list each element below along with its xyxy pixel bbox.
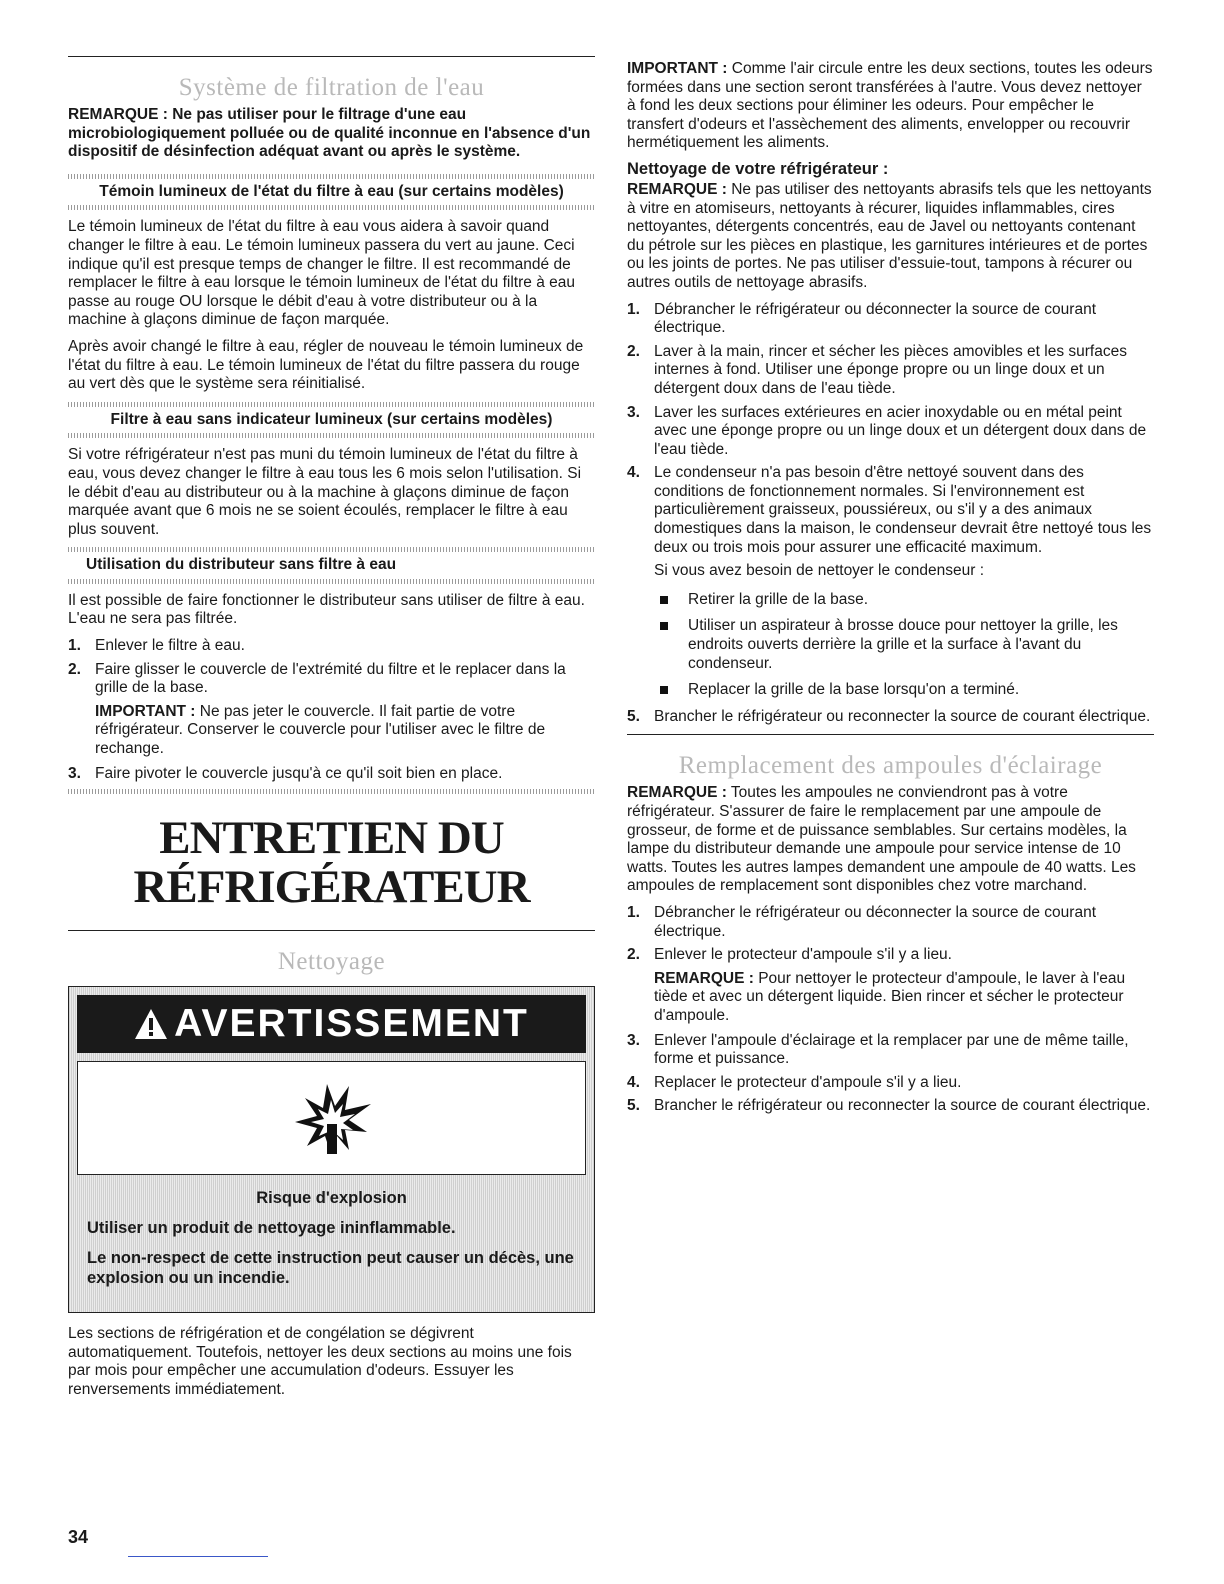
step-number: 2. [68, 660, 81, 678]
bullet-icon [660, 596, 668, 604]
dotted-rule [68, 547, 595, 552]
list-item [627, 301, 1154, 338]
list-item [627, 708, 1154, 727]
step-number: 3. [627, 1031, 640, 1049]
step-number: 1. [68, 637, 81, 655]
warning-box [68, 986, 595, 1313]
care-title [68, 814, 595, 912]
cleaning-heading: Nettoyage de votre réfrigérateur : [627, 159, 889, 178]
step-number: 4. [627, 464, 640, 482]
cleaning-title: Nettoyage [277, 948, 386, 976]
explosion-icon-area [77, 1061, 586, 1175]
list-item [627, 1097, 1154, 1116]
section-rule [627, 734, 1154, 735]
step-number: 1. [627, 300, 640, 318]
bullet-item [654, 591, 1154, 610]
bullet-icon [660, 622, 668, 630]
warning-line-1: Utiliser un produit de nettoyage ininflammable. [87, 1219, 456, 1238]
important-text: Ne pas jeter le couvercle. Il fait partie de votre réfrigérateur. Conserver le couvercle pour l'utiliser avec le filtre de rechange. [95, 702, 546, 758]
bulbs-note [627, 784, 1154, 896]
dotted-rule [68, 402, 595, 407]
step-number: 3. [627, 403, 640, 421]
footer-line [128, 1556, 268, 1557]
step-text: Laver à la main, rincer et sécher les pièces amovibles et les surfaces internes à fond. Utiliser une éponge propre ou un linge doux et un détergent doux dans de l'eau tiède. [654, 342, 1127, 397]
step-number: 2. [627, 946, 640, 964]
warning-line-2: Le non-respect de cette instruction peut causer un décès, une explosion ou un incendie. [87, 1249, 574, 1288]
note-label: REMARQUE : [654, 969, 754, 987]
step-number: 3. [68, 764, 81, 782]
cleaning-paragraph: Les sections de réfrigération et de congélation se dégivrent automatiquement. Toutefois, nettoyer les deux sections au moins une fois par mois pour empêcher une accumulation d'odeurs. Essuyer les renversements immédiatement. [68, 1325, 572, 1398]
bullet-item [654, 681, 1154, 700]
warning-header [77, 995, 586, 1053]
explosion-icon [287, 1076, 377, 1160]
cleaning-steps [627, 301, 1154, 727]
list-item [627, 343, 1154, 399]
step-number: 5. [627, 707, 640, 725]
important-paragraph [627, 60, 1154, 153]
no-filter-paragraph: Il est possible de faire fonctionner le distributeur sans utiliser de filtre à eau. L'eau ne sera pas filtrée. [68, 591, 585, 628]
step-text: Laver les surfaces extérieures en acier inoxydable ou en métal peint avec une éponge propre ou un linge doux et un détergent doux dans de l'eau tiède. [654, 403, 1147, 458]
step-number: 5. [627, 1097, 640, 1115]
list-item [68, 765, 595, 784]
dotted-rule [68, 205, 595, 210]
list-item [627, 1074, 1154, 1093]
step-text: Enlever l'ampoule d'éclairage et la remplacer par une de même taille, forme et puissance. [654, 1031, 1129, 1068]
dotted-rule [68, 579, 595, 584]
list-item [627, 904, 1154, 941]
status-light-heading: Témoin lumineux de l'état du filtre à eau (sur certains modèles) [99, 182, 564, 200]
bulb-steps [627, 904, 1154, 1116]
dotted-rule [68, 789, 595, 794]
step-text: Replacer le protecteur d'ampoule s'il y a lieu. [654, 1073, 962, 1091]
step-text: Brancher le réfrigérateur ou reconnecter la source de courant électrique. [654, 1097, 1151, 1115]
section-rule [68, 56, 595, 57]
step-text: Faire pivoter le couvercle jusqu'à ce qu'il soit bien en place. [95, 764, 503, 782]
step-number: 2. [627, 342, 640, 360]
list-item [68, 637, 595, 656]
step-number: 4. [627, 1073, 640, 1091]
bullet-text: Utiliser un aspirateur à brosse douce pour nettoyer la grille, les endroits ouverts derrière la grille et la surface à l'avant du condenseur. [688, 617, 1118, 672]
step-text: Enlever le filtre à eau. [95, 637, 245, 655]
no-indicator-paragraph: Si votre réfrigérateur n'est pas muni du témoin lumineux de l'état du filtre à eau, vous devez changer le filtre à eau tous les 6 mois selon l'utilisation. Si le débit d'eau au distributeur ou à la machine à glaçons diminue de façon marquée avant que 6 mois ne se soient écoulés, remplacer le filtre à eau plus souvent. [68, 446, 582, 538]
warning-risk: Risque d'explosion [256, 1189, 407, 1208]
bullet-item [654, 617, 1154, 673]
note-label: REMARQUE : [627, 180, 727, 198]
care-title-line-2: RÉFRIGÉRATEUR [133, 861, 530, 914]
status-light-p2: Après avoir changé le filtre à eau, régler de nouveau le témoin lumineux de l'état du filtre à eau. Le témoin lumineux de l'état du filtre passera du rouge au vert dès que le système sera réinitialisé. [68, 337, 584, 393]
no-indicator-heading: Filtre à eau sans indicateur lumineux (sur certains modèles) [110, 410, 553, 428]
bullet-text: Retirer la grille de la base. [688, 590, 869, 608]
important-note [95, 703, 595, 759]
care-title-line-1: ENTRETIEN DU [159, 812, 504, 865]
step-text: Le condenseur n'a pas besoin d'être nettoyé souvent dans des conditions de fonctionnement normales. Si l'environnement est particulièrement graisseux, poussiéreux, ou s'il y a des animaux domestiques dans la maison, le condenseur devrait être nettoyé tous les deux ou trois mois pour assurer une efficacité maximum. [654, 464, 1152, 556]
note-text: Pour nettoyer le protecteur d'ampoule, le laver à l'eau tiède et avec un détergent liquide. Bien rincer et sécher le protecteur d'ampoule. [654, 969, 1126, 1024]
condenser-intro: Si vous avez besoin de nettoyer le condenseur : [654, 562, 985, 580]
step-text: Débrancher le réfrigérateur ou déconnecter la source de courant électrique. [654, 903, 1097, 940]
warning-label: AVERTISSEMENT [174, 1002, 529, 1046]
cleaning-note [627, 181, 1154, 293]
step-text: Faire glisser le couvercle de l'extrémité du filtre et le replacer dans la grille de la base. [95, 660, 566, 697]
status-light-p1: Le témoin lumineux de l'état du filtre à eau vous aidera à savoir quand changer le filtre à eau. Le témoin lumineux passera du vert au jaune. Ceci indique qu'il est presque temps de changer le filtre. Il est recommandé de remplacer le filtre à eau lorsque le témoin lumineux de l'état du filtre à eau passe au rouge OU lorsque le débit d'eau à votre distributeur ou à la machine à glaçons diminue de façon marquée. [68, 218, 575, 329]
step-number: 1. [627, 903, 640, 921]
left-column [68, 56, 595, 1408]
note-text: Toutes les ampoules ne conviendront pas à votre réfrigérateur. S'assurer de faire le remplacement par une ampoule de grosseur, de forme et de puissance semblables. Sur certains modèles, la lampe du distributeur demande une ampoule pour service intense de 10 watts. Toutes les autres lampes demandent une ampoule de 40 watts. Les ampoules de remplacement sont disponibles chez votre marchand. [627, 784, 1136, 895]
list-item [627, 1032, 1154, 1069]
bulbs-title: Remplacement des ampoules d'éclairage [678, 752, 1103, 780]
warning-triangle-icon [134, 1007, 168, 1041]
step-text: Enlever le protecteur d'ampoule s'il y a lieu. [654, 946, 952, 964]
page-number: 34 [68, 1527, 89, 1547]
step-text: Brancher le réfrigérateur ou reconnecter la source de courant électrique. [654, 707, 1151, 725]
important-label: IMPORTANT : [95, 702, 196, 720]
no-filter-heading: Utilisation du distributeur sans filtre à eau [86, 556, 397, 574]
bullet-text: Replacer la grille de la base lorsqu'on a terminé. [688, 681, 1020, 699]
bulb-note-2 [654, 970, 1154, 1026]
dotted-rule [68, 174, 595, 179]
step-text: Débrancher le réfrigérateur ou déconnecter la source de courant électrique. [654, 300, 1097, 337]
section-rule [68, 930, 595, 931]
note-text: Ne pas utiliser des nettoyants abrasifs tels que les nettoyants à vitre en atomiseurs, nettoyants à récurer, liquides inflammables, cires nettoyantes, détergents concentrés, eau de Javel ou nettoyants contenant du pétrole sur les pièces en plastique, les garnitures intérieures et de portes ou les joints de portes. Ne pas utiliser d'essuie-tout, tampons à récurer ou autres outils de nettoyage abrasifs. [627, 180, 1152, 291]
warning-text-area [77, 1183, 586, 1304]
dotted-rule [68, 433, 595, 438]
bullet-icon [660, 686, 668, 694]
no-filter-steps [68, 637, 595, 783]
right-column [627, 60, 1154, 1122]
list-item [68, 661, 595, 698]
important-label: IMPORTANT : [627, 60, 728, 77]
list-item [627, 946, 1154, 965]
filtration-title: Système de filtration de l'eau [178, 74, 485, 101]
filtration-note: REMARQUE : Ne pas utiliser pour le filtrage d'une eau microbiologiquement polluée ou de qualité inconnue en l'absence d'un dispositif de désinfection adéquat avant ou après le système. [68, 106, 591, 161]
list-item [627, 404, 1154, 460]
note-label: REMARQUE : [627, 784, 727, 802]
important-text: Comme l'air circule entre les deux sections, toutes les odeurs formées dans une section seront transférées à l'autre. Vous devez nettoyer à fond les deux sections pour éliminer les odeurs. Pour empêcher le transfert d'odeurs et l'assèchement des aliments, envelopper ou recouvrir hermétiquement les aliments. [627, 60, 1153, 152]
list-item [627, 464, 1154, 557]
